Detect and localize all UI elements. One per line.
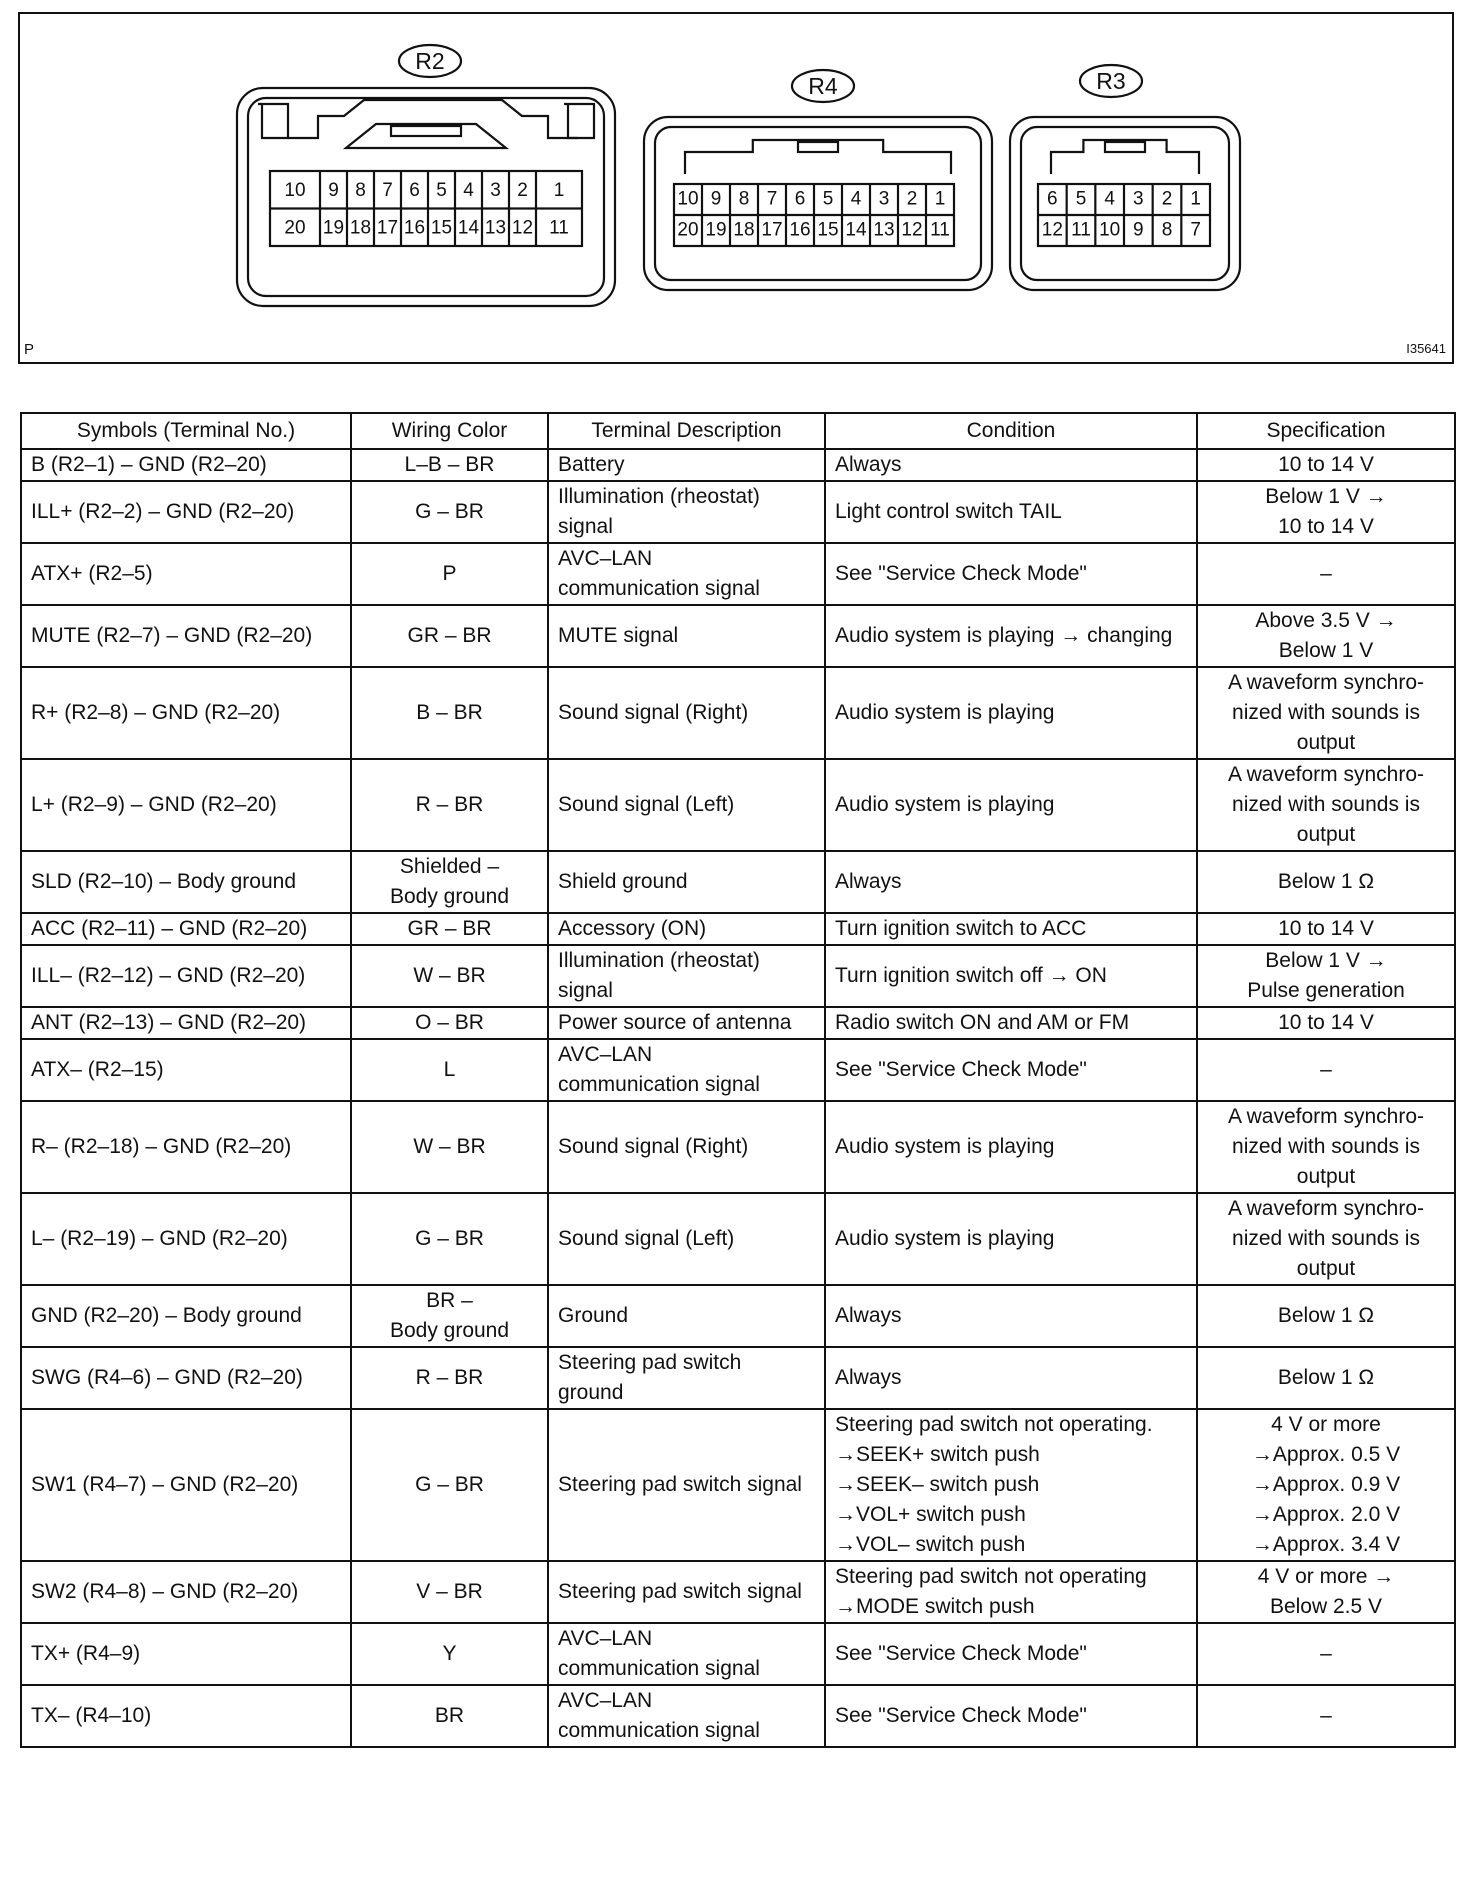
r2-pin-13: 13 <box>484 217 507 239</box>
cell-condition: Radio switch ON and AM or FM <box>825 1007 1197 1039</box>
terminal-spec-table <box>20 412 1456 1748</box>
table-row <box>21 1409 1455 1561</box>
cell-description: AVC–LAN communication signal <box>548 1685 825 1747</box>
cell-description: Shield ground <box>548 851 825 913</box>
r2-pin-6: 6 <box>409 179 420 201</box>
r3-pin-4: 4 <box>1104 188 1115 210</box>
table-row <box>21 605 1455 667</box>
r2-pin-15: 15 <box>430 217 453 239</box>
cell-symbol: TX– (R4–10) <box>21 1685 351 1747</box>
header-condition: Condition <box>825 413 1197 449</box>
r4-pin-5: 5 <box>822 188 834 210</box>
cell-description: Ground <box>548 1285 825 1347</box>
cell-specification: – <box>1197 543 1455 605</box>
cell-wiring-color: W – BR <box>351 945 548 1007</box>
cell-description: Illumination (rheostat) signal <box>548 945 825 1007</box>
table-row <box>21 543 1455 605</box>
r4-pin-14: 14 <box>845 219 867 241</box>
cell-specification: A waveform synchro- nized with sounds is output <box>1197 759 1455 851</box>
r4-latch-body <box>685 140 951 174</box>
cell-description: AVC–LAN communication signal <box>548 543 825 605</box>
cell-condition: Always <box>825 851 1197 913</box>
cell-condition: Audio system is playing <box>825 1101 1197 1193</box>
table-row <box>21 1193 1455 1285</box>
r4-pin-6: 6 <box>794 188 806 210</box>
cell-condition: See "Service Check Mode" <box>825 543 1197 605</box>
cell-symbol: GND (R2–20) – Body ground <box>21 1285 351 1347</box>
cell-specification: – <box>1197 1623 1455 1685</box>
cell-description: Steering pad switch signal <box>548 1409 825 1561</box>
r3-pin-10: 10 <box>1099 219 1121 241</box>
r2-pin-16: 16 <box>403 217 426 239</box>
cell-wiring-color: BR <box>351 1685 548 1747</box>
table-row <box>21 1101 1455 1193</box>
cell-description: Illumination (rheostat) signal <box>548 481 825 543</box>
r2-pin-20: 20 <box>284 217 306 239</box>
r2-pin-1: 1 <box>553 179 565 201</box>
cell-symbol: L– (R2–19) – GND (R2–20) <box>21 1193 351 1285</box>
r2-latch-left <box>258 104 288 138</box>
cell-specification: Below 1 Ω <box>1197 1347 1455 1409</box>
r4-pin-3: 3 <box>878 188 890 210</box>
cell-specification: 4 V or more →Approx. 0.5 V →Approx. 0.9 V →Approx. 2.0 V →Approx. 3.4 V <box>1197 1409 1455 1561</box>
cell-symbol: SW2 (R4–8) – GND (R2–20) <box>21 1561 351 1623</box>
cell-description: AVC–LAN communication signal <box>548 1039 825 1101</box>
r3-latch-body <box>1051 140 1199 174</box>
r2-pin-7: 7 <box>382 179 393 201</box>
r4-pin-2: 2 <box>906 188 918 210</box>
cell-symbol: ATX+ (R2–5) <box>21 543 351 605</box>
cell-symbol: MUTE (R2–7) – GND (R2–20) <box>21 605 351 667</box>
r2-pin-12: 12 <box>511 217 534 239</box>
table-row <box>21 759 1455 851</box>
r3-pin-7: 7 <box>1190 219 1201 241</box>
cell-condition: See "Service Check Mode" <box>825 1623 1197 1685</box>
r4-pin-19: 19 <box>705 219 727 241</box>
cell-symbol: ILL– (R2–12) – GND (R2–20) <box>21 945 351 1007</box>
cell-wiring-color: W – BR <box>351 1101 548 1193</box>
r4-pin-4: 4 <box>850 188 862 210</box>
table-row <box>21 667 1455 759</box>
r3-pin-3: 3 <box>1133 188 1144 210</box>
cell-condition: See "Service Check Mode" <box>825 1039 1197 1101</box>
cell-symbol: SWG (R4–6) – GND (R2–20) <box>21 1347 351 1409</box>
cell-description: AVC–LAN communication signal <box>548 1623 825 1685</box>
cell-specification: Below 1 V → Pulse generation <box>1197 945 1455 1007</box>
cell-specification: A waveform synchro- nized with sounds is output <box>1197 1101 1455 1193</box>
r2-pin-10: 10 <box>284 179 306 201</box>
r2-pin-5: 5 <box>436 179 447 201</box>
r2-pin-3: 3 <box>490 179 501 201</box>
r2-pin-8: 8 <box>355 179 366 201</box>
cell-description: Sound signal (Left) <box>548 1193 825 1285</box>
cell-description: Sound signal (Left) <box>548 759 825 851</box>
r2-latch-slot <box>391 126 461 136</box>
cell-specification: – <box>1197 1685 1455 1747</box>
r4-pin-9: 9 <box>710 188 722 210</box>
cell-wiring-color: G – BR <box>351 1193 548 1285</box>
cell-wiring-color: G – BR <box>351 481 548 543</box>
r3-pin-9: 9 <box>1133 219 1144 241</box>
cell-symbol: B (R2–1) – GND (R2–20) <box>21 449 351 481</box>
cell-specification: 10 to 14 V <box>1197 1007 1455 1039</box>
table-row <box>21 1007 1455 1039</box>
cell-symbol: R+ (R2–8) – GND (R2–20) <box>21 667 351 759</box>
cell-description: Steering pad switch signal <box>548 1561 825 1623</box>
r4-pin-17: 17 <box>761 219 783 241</box>
cell-symbol: ANT (R2–13) – GND (R2–20) <box>21 1007 351 1039</box>
table-row <box>21 1623 1455 1685</box>
cell-wiring-color: Shielded – Body ground <box>351 851 548 913</box>
r3-pin-8: 8 <box>1161 219 1173 241</box>
r4-pin-7: 7 <box>766 188 778 210</box>
table-row <box>21 1685 1455 1747</box>
r2-pin-18: 18 <box>349 217 372 239</box>
cell-wiring-color: GR – BR <box>351 605 548 667</box>
cell-condition: Audio system is playing <box>825 1193 1197 1285</box>
r2-pin-17: 17 <box>376 217 399 239</box>
r2-pin-19: 19 <box>322 217 345 239</box>
r4-pin-18: 18 <box>733 219 755 241</box>
cell-wiring-color: G – BR <box>351 1409 548 1561</box>
cell-wiring-color: B – BR <box>351 667 548 759</box>
connector-diagram <box>18 12 1454 364</box>
cell-description: MUTE signal <box>548 605 825 667</box>
cell-condition: Audio system is playing <box>825 759 1197 851</box>
cell-condition: Always <box>825 1347 1197 1409</box>
r4-pin-20: 20 <box>677 219 699 241</box>
cell-symbol: ATX– (R2–15) <box>21 1039 351 1101</box>
cell-symbol: ILL+ (R2–2) – GND (R2–20) <box>21 481 351 543</box>
r4-pin-11: 11 <box>930 219 950 241</box>
cell-specification: Below 1 Ω <box>1197 1285 1455 1347</box>
r3-pin-12: 12 <box>1041 219 1063 241</box>
r2-pin-2: 2 <box>517 179 528 201</box>
cell-specification: Below 1 Ω <box>1197 851 1455 913</box>
table-row <box>21 913 1455 945</box>
r4-pin-13: 13 <box>873 219 895 241</box>
header-wiring-color: Wiring Color <box>351 413 548 449</box>
connector-diagram-svg <box>20 14 1456 366</box>
table-row <box>21 1285 1455 1347</box>
table-header-row <box>21 413 1455 449</box>
cell-condition: Always <box>825 449 1197 481</box>
cell-description: Battery <box>548 449 825 481</box>
cell-condition: Turn ignition switch to ACC <box>825 913 1197 945</box>
r3-latch-slot <box>1105 142 1145 152</box>
cell-condition: Audio system is playing → changing <box>825 605 1197 667</box>
r4-inner-shell <box>655 127 981 280</box>
r3-pin-1: 1 <box>1190 188 1201 210</box>
table-row <box>21 1561 1455 1623</box>
r2-latch-body <box>288 100 578 138</box>
cell-wiring-color: V – BR <box>351 1561 548 1623</box>
cell-condition: Light control switch TAIL <box>825 481 1197 543</box>
cell-symbol: L+ (R2–9) – GND (R2–20) <box>21 759 351 851</box>
cell-condition: See "Service Check Mode" <box>825 1685 1197 1747</box>
cell-condition: Audio system is playing <box>825 667 1197 759</box>
r4-pin-16: 16 <box>789 219 811 241</box>
cell-specification: 10 to 14 V <box>1197 913 1455 945</box>
diagram-figure-id: I35641 <box>1406 341 1446 356</box>
r4-pin-12: 12 <box>901 219 923 241</box>
table-row <box>21 481 1455 543</box>
table-row <box>21 851 1455 913</box>
r3-label: R3 <box>1096 68 1126 94</box>
cell-condition: Steering pad switch not operating. →SEEK+ switch push →SEEK– switch push →VOL+ switch push →VOL– switch push <box>825 1409 1197 1561</box>
cell-wiring-color: R – BR <box>351 759 548 851</box>
cell-wiring-color: P <box>351 543 548 605</box>
r2-pin-11: 11 <box>549 217 569 239</box>
cell-wiring-color: R – BR <box>351 1347 548 1409</box>
cell-wiring-color: Y <box>351 1623 548 1685</box>
cell-symbol: SW1 (R4–7) – GND (R2–20) <box>21 1409 351 1561</box>
cell-symbol: TX+ (R4–9) <box>21 1623 351 1685</box>
r4-pin-15: 15 <box>817 219 839 241</box>
cell-specification: 4 V or more → Below 2.5 V <box>1197 1561 1455 1623</box>
cell-specification: – <box>1197 1039 1455 1101</box>
r2-pin-4: 4 <box>463 179 474 201</box>
cell-description: Steering pad switch ground <box>548 1347 825 1409</box>
table-row <box>21 1039 1455 1101</box>
cell-wiring-color: BR – Body ground <box>351 1285 548 1347</box>
r4-pin-1: 1 <box>934 188 946 210</box>
cell-symbol: ACC (R2–11) – GND (R2–20) <box>21 913 351 945</box>
r3-pin-2: 2 <box>1161 188 1173 210</box>
r4-latch-slot <box>798 142 838 152</box>
header-terminal-description: Terminal Description <box>548 413 825 449</box>
r2-pin-9: 9 <box>328 179 339 201</box>
r3-pin-11: 11 <box>1071 219 1091 241</box>
cell-wiring-color: GR – BR <box>351 913 548 945</box>
r4-pin-8: 8 <box>738 188 750 210</box>
cell-wiring-color: L <box>351 1039 548 1101</box>
cell-specification: A waveform synchro- nized with sounds is output <box>1197 1193 1455 1285</box>
diagram-corner-label: P <box>24 341 35 358</box>
r2-pin-14: 14 <box>457 217 480 239</box>
cell-condition: Always <box>825 1285 1197 1347</box>
cell-description: Sound signal (Right) <box>548 667 825 759</box>
r4-pin-10: 10 <box>677 188 699 210</box>
r4-label: R4 <box>808 73 838 99</box>
r2-latch-right <box>564 104 594 138</box>
cell-specification: 10 to 14 V <box>1197 449 1455 481</box>
table-row <box>21 449 1455 481</box>
cell-symbol: R– (R2–18) – GND (R2–20) <box>21 1101 351 1193</box>
header-symbols: Symbols (Terminal No.) <box>21 413 351 449</box>
cell-description: Accessory (ON) <box>548 913 825 945</box>
cell-specification: Below 1 V → 10 to 14 V <box>1197 481 1455 543</box>
cell-condition: Turn ignition switch off → ON <box>825 945 1197 1007</box>
cell-specification: A waveform synchro- nized with sounds is output <box>1197 667 1455 759</box>
cell-condition: Steering pad switch not operating →MODE switch push <box>825 1561 1197 1623</box>
table-row <box>21 945 1455 1007</box>
cell-description: Sound signal (Right) <box>548 1101 825 1193</box>
r3-pin-5: 5 <box>1075 188 1087 210</box>
cell-specification: Above 3.5 V → Below 1 V <box>1197 605 1455 667</box>
cell-description: Power source of antenna <box>548 1007 825 1039</box>
header-specification: Specification <box>1197 413 1455 449</box>
cell-wiring-color: L–B – BR <box>351 449 548 481</box>
r2-label: R2 <box>415 48 445 74</box>
r3-pin-6: 6 <box>1047 188 1058 210</box>
cell-wiring-color: O – BR <box>351 1007 548 1039</box>
cell-symbol: SLD (R2–10) – Body ground <box>21 851 351 913</box>
table-row <box>21 1347 1455 1409</box>
